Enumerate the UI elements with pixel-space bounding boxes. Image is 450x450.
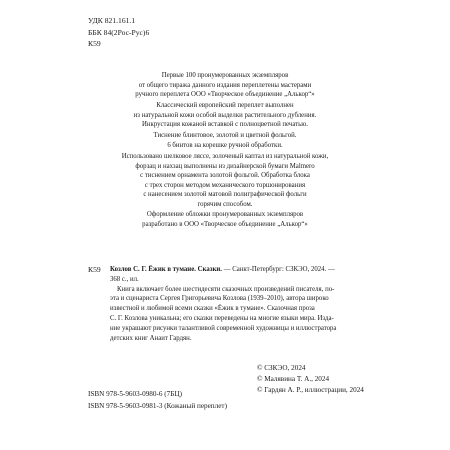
catalog-code: К59 xyxy=(88,265,101,274)
bbk-code: ББК 84(2Рос-Рус)6 xyxy=(88,27,150,37)
note-line: из натуральной кожи особой выделки растительного дубления. xyxy=(133,111,317,119)
copyright-line: © Гардян А. Р., иллюстрации, 2024 xyxy=(257,386,364,395)
annotation-line: С. Г. Козлова уникальна; его сказки переведены на многие языки мира. Изда- xyxy=(110,314,334,322)
annotation-line: известной и любимой всеми сказки «Ёжик в тумане». Сказочная проза xyxy=(110,305,315,313)
note-line: Инкрустация кожаной вставкой с полноцветной печатью. xyxy=(141,121,309,129)
record-publisher: — Санкт-Петербург: СЗКЭО, 2024. — xyxy=(223,266,335,273)
note-line: Классический европейский переплет выполнен xyxy=(156,102,294,109)
isbn-line: ISBN 978-5-9603-0980-6 (7БЦ) xyxy=(88,390,182,398)
note-line: с тиснением орнамента золотой фольгой. Обработка блока xyxy=(140,172,310,180)
edition-note-binding xyxy=(100,101,350,130)
copyright-line: © Малявина Т. А., 2024 xyxy=(257,375,330,384)
note-line: ручного переплета ООО «Творческое объединение „Алькор“» xyxy=(135,91,315,99)
edition-note-cover-design xyxy=(100,210,350,229)
annotation-line: эта и сценариста Сергея Григорьевича Козлова (1939–2010), автора широко xyxy=(110,295,329,303)
edition-note-materials xyxy=(100,152,350,210)
copyright-block xyxy=(257,363,364,397)
edition-note-embossing xyxy=(100,131,350,150)
isbn-line: ISBN 978-5-9603-0981-3 (Кожаный переплет) xyxy=(88,401,227,410)
note-line: разработано в ООО «Творческое объединение „Алькор“» xyxy=(142,220,308,228)
annotation-line: Книга включает более шестидесяти сказочных произведений писателя, по- xyxy=(117,285,335,293)
udk-code: УДК 821.161.1 xyxy=(88,16,136,25)
note-line: Использовано шелковое ляссе, золоченый каптал из натуральной кожи, xyxy=(121,153,329,160)
note-line: с трех сторон методом механического торшонирования xyxy=(144,181,306,189)
note-line: горячим способом. xyxy=(197,200,253,208)
note-line: Первые 100 пронумерованных экземпляров xyxy=(161,72,289,79)
note-line: 6 бинтов на корешке ручной обработки. xyxy=(167,141,283,149)
note-line: с нанесением золотой матовой полиграфической фольги xyxy=(143,191,307,199)
annotation-line: ние украшают рисунки талантливой современной художницы и иллюстратора xyxy=(110,324,337,332)
classification-codes xyxy=(88,15,149,50)
note-line: от общего тиража данного издания переплетены мастерами xyxy=(138,81,312,89)
author-mark: К59 xyxy=(88,39,101,48)
isbn-block xyxy=(88,389,227,412)
catalog-record xyxy=(110,265,364,343)
note-line: форзац и нахзац выполнены из дизайнерской бумаги Malmero xyxy=(135,162,315,170)
note-line: Оформление обложки пронумерованных экземпляров xyxy=(146,211,304,218)
note-line: Тиснение блинтовое, золотой и цветной фольгой. xyxy=(153,132,297,139)
record-author-title: Козлов С. Г. Ёжик в тумане. Сказки. xyxy=(110,266,223,273)
edition-note-numbered-copies xyxy=(100,71,350,100)
copyright-line: © СЗКЭО, 2024 xyxy=(257,364,306,372)
record-pages: 368 с., ил. xyxy=(110,275,139,283)
annotation-line: детских книг Анаит Гардян. xyxy=(110,334,192,342)
